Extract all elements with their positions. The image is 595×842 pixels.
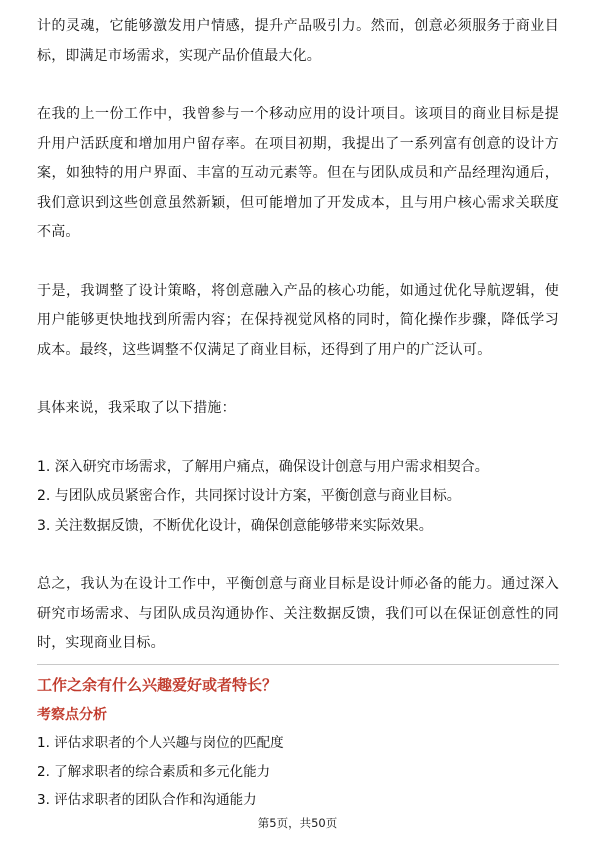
list-item: 3. 关注数据反馈，不断优化设计，确保创意能够带来实际效果。 <box>37 517 433 534</box>
page-number: 第5页，共50页 <box>257 816 338 830</box>
list-item: 3. 评估求职者的团队合作和沟通能力 <box>37 792 257 808</box>
paragraph-creativity-intro: 计的灵魂，它能够激发用户情感，提升产品吸引力。然而，创意必须服务于商业目标，即满足市场需求，实现产品价值最大化。 <box>37 18 559 64</box>
paragraph-measures-intro: 具体来说，我采取了以下措施： <box>37 400 236 416</box>
list-item: 2. 了解求职者的综合素质和多元化能力 <box>37 763 271 780</box>
paragraph-project-experience: 在我的上一份工作中，我曾参与一个移动应用的设计项目。该项目的商业目标是提升用户活跃度和增加用户留存率。在项目初期，我提出了一系列富有创意的设计方案，如独特的用户界面、丰富的互动元素等。但在与团队成员和产品经理沟通后，我们意识到这些创意虽然新颖，但可能增加了开发成本，且与用户核心需求关联度不高。 <box>37 106 559 240</box>
paragraph-conclusion: 总之，我认为在设计工作中，平衡创意与商业目标是设计师必备的能力。通过深入研究市场需求、与团队成员沟通协作、关注数据反馈，我们可以在保证创意性的同时，实现商业目标。 <box>37 576 559 651</box>
list-item: 1. 评估求职者的个人兴趣与岗位的匹配度 <box>37 735 284 751</box>
answer-body <box>37 12 559 659</box>
measures-list <box>37 453 559 542</box>
paragraph-strategy-adjustment: 于是，我调整了设计策略，将创意融入产品的核心功能，如通过优化导航逻辑，使用户能够更快地找到所需内容；在保持视觉风格的同时，简化操作步骤，降低学习成本。最终，这些调整不仅满足了商业目标，还得到了用户的广泛认可。 <box>37 282 559 358</box>
question-title: 工作之余有什么兴趣爱好或者特长？ <box>37 676 278 694</box>
section-divider <box>37 664 559 665</box>
list-item: 1. 深入研究市场需求，了解用户痛点，确保设计创意与用户需求相契合。 <box>37 458 489 475</box>
analysis-list <box>37 729 559 815</box>
analysis-heading: 考察点分析 <box>37 707 107 723</box>
list-item: 2. 与团队成员紧密合作，共同探讨设计方案，平衡创意与商业目标。 <box>37 488 461 504</box>
